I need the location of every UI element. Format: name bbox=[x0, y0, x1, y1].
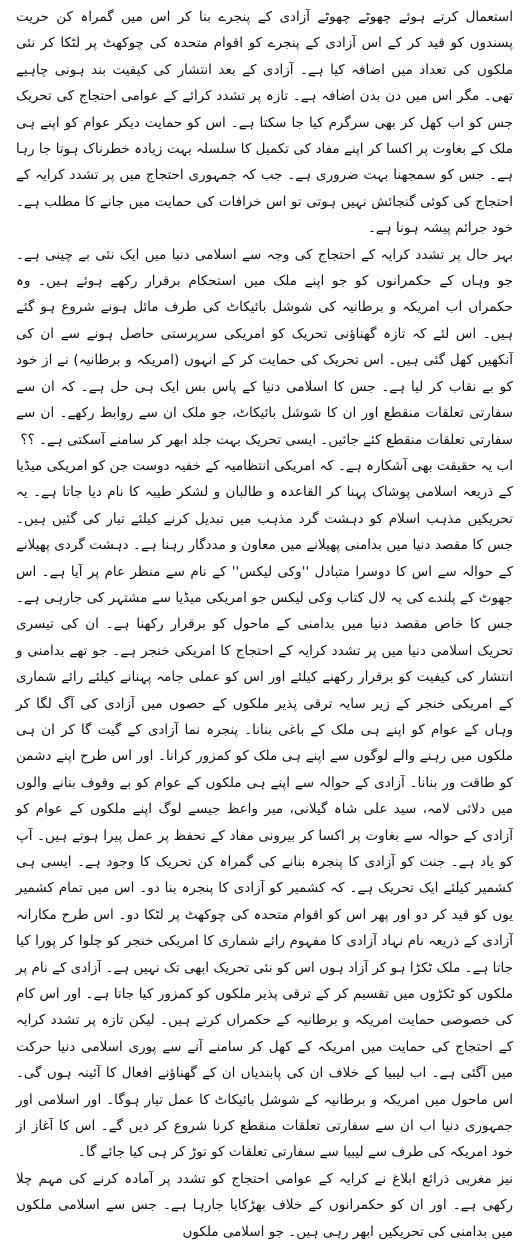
article-paragraph-4: نیز مغربی ذرائع ابلاغ نے کرایہ کے عوامی احتجاج کو تشدد پر آمادہ کرنے کی مہم چلا رکھی ہے۔ اور ان کو حکمرانوں کے خلاف بھڑکایا جارہا ہے۔ جس سے اسلامی ملکوں میں بدامنی کی تحریکیں ابھر رہی ہیں۔ جو اسلامی ملکوں bbox=[16, 1170, 513, 1240]
article-page bbox=[10, 0, 519, 1240]
article-paragraph-2: بہر حال پر تشدد کرایہ کے احتجاج کی وجہ سے اسلامی دنیا میں ایک نئی بے چینی ہے۔ جو وہاں کے حکمرانوں کو جو اپنے ملک میں استحکام برقرار رکھے ہوئے ہیں۔ وہ حکمراں اب امریکہ و برطانیہ کی شوشل بائیکاٹ کی طرف مائل ہونے شروع ہو گئے ہیں۔ اس لئے کہ تازہ گھناؤنی تحریک کو امریکی سرپرستی حاصل ہونے سے ان کی آنکھیں کھل گئی ہیں۔ اس تحریک کی حمایت کر کے انہوں (امریکہ و برطانیہ) نے از خود کو بے نقاب کر لیا ہے۔ جس کا اسلامی دنیا کے پاس بس ایک ہی حل ہے۔ کہ ان سے سفارتی تعلقات منقطع اور ان کا شوشل بائیکاٹ، جو ملک ان سے روابط رکھے۔ ان سے سفارتی تعلقات منقطع کئے جائیں۔ ایسی تحریک بہت جلد ابھر کر سامنے آسکتی ہے۔ ؟؟ bbox=[16, 246, 513, 448]
article-paragraph-3: اب یہ حقیقت بھی آشکارہ ہے۔ کہ امریکی انتظامیہ کے خفیہ دوست جن کو امریکی میڈیا کے ذریعہ اسلامی پوشاک پہنا کر القاعدہ و طالبان و لشکر طیبہ کا نام دیا جاتا ہے۔ یہ تحریکیں مذہب اسلام کو دہشت گرد مذہب میں تبدیل کرنے کیلئے تیار کی گئیں ہیں۔ جس کا مقصد دنیا میں بدامنی پھیلانے میں معاون و مددگار رہنا ہے۔ دہشت گردی پھیلانے کے حوالہ سے اس کا دوسرا متبادل ''وکی لیکس'' کے نام سے منظر عام پر آیا ہے۔ اس جھوٹ کے پلندے کی یہ لال کتاب وکی لیکس جو امریکی میڈیا سے مشتہر کی جارہی ہے۔ جس کا خاص مقصد دنیا میں بدامنی کے ماحول کو برقرار رکھنا ہے۔ ان کی تیسری تحریک اسلامی دنیا میں پر تشدد کرایہ کے احتجاج کا امریکی خنجر ہے۔ جو تھے بدامنی و انتشار کی کیفیت کو برقرار رکھنے کیلئے اور اس کو عملی جامہ پہنانے کیلئے رائے شماری کے امریکی خنجر کے زیر سایہ ترقی پذیر ملکوں کے حصوں میں آزادی کی آگ لگا کر وہاں کے عوام کو اپنے ہی ملک کے باغی بنانا۔ پنجرہ نما آزادی کے گیت گا کر ان ہی ملکوں میں رہنے والے لوگوں سے اپنے ہی ملک کو کمزور کرانا۔ اور اس طرح اپنے دشمن کو طاقت ور بنانا۔ آزادی کے حوالہ سے اپنے ہی ملکوں کے عوام کو بے وقوف بنانے والوں میں دلائی لامہ، سید علی شاہ گیلانی، میر واعظ جیسے لوگ اپنے ملکوں کے عوام کو آزادی کے حوالہ سے بغاوت پر اکسا کر بیرونی مفاد کے تحفظ پر عمل پیرا ہوتے ہیں۔ آپ کو یاد ہے۔ جنت کو آزادی کا پنجرہ بنانے کی گمراہ کن تحریک کا وجود ہے۔ ایسی ہی کشمیر کیلئے ایک تحریک ہے۔ کہ کشمیر کو آزادی کا پنجرہ بنا دو۔ اس میں تمام کشمیر یوں کو قید کر دو اور پھر اس کو اقوام متحدہ کی چوکھٹ پر لٹکا دو۔ اس طرح مکارانہ آزادی کے ذریعہ نام نہاد آزادی کا مفہوم رائے شماری کا امریکی خنجر کو چلوا کر پورا کیا جاتا ہے۔ ملک ٹکڑا ہو کر آزاد ہوں اس کو نئی تحریک ابھی تک نہیں ہے۔ آزادی کے نام پر ملکوں کو ٹکڑوں میں تقسیم کر کے ترقی پذیر ملکوں کو کمزور کیا جاتا ہے۔ اور اس کام کی خصوصی حمایت امریکہ و برطانیہ کے حکمراں کرتے ہیں۔ لیکن تازہ پر تشدد کرایہ کے احتجاج کی حمایت میں امریکہ کے کھل کر سامنے آنے سے پوری اسلامی دنیا حرکت میں آگئی ہے۔ اب لیبیا کے خلاف ان کی پابندیاں ان کے گھناؤنے افعال کا آئینہ ہوں گی۔ اس ماحول میں امریکہ و برطانیہ کے شوشل بائیکاٹ کا عمل تیار ہوگا۔ اور اسلامی اور جمہوری دنیا اب ان سے سفارتی تعلقات منقطع کرنا شروع کر دیں گے۔ اس کا آغاز از خود امریکہ کی طرف سے لیبیا سے سفارتی تعلقات کو توڑ کر ہی کیا جائے گا۔ bbox=[16, 457, 513, 1161]
article-paragraph-1: استعمال کرتے ہوئے چھوٹے چھوٹے آزادی کے پنجرے بنا کر اس میں گمراہ کن حریت پسندوں کو قید کر کے اس آزادی کے پنجرے کو اقوام متحدہ کی چوکھٹ پر لٹکا کر نئی ملکوں کی تعداد میں اضافہ کیا ہے۔ آزادی کے بعد انتشار کی کیفیت بند ہونی چاہیے تھی۔ مگر اس میں دن بدن اضافہ ہے۔ تازہ پر تشدد کرائے کے عوامی احتجاج کی تحریک جس کو اب کھل کر بھی سرگرم کیا جا سکتا ہے۔ اس کو حمایت دیکر عوام کو اپنے ہی ملک کے بغاوت پر اکسا کر اپنے مفاد کی تکمیل کا سلسلہ بہت زیادہ خطرناک ہوتا جا رہا ہے۔ جس کو سمجھنا بہت ضروری ہے۔ جب کہ جمہوری احتجاج میں پر تشدد کرایہ کے احتجاج کی کوئی گنجائش نہیں ہوتی تو اس خرافات کی حمایت میں جانے کا مطلب ہے۔ خود جرائم پیشہ ہونا ہے۔ bbox=[16, 9, 513, 237]
